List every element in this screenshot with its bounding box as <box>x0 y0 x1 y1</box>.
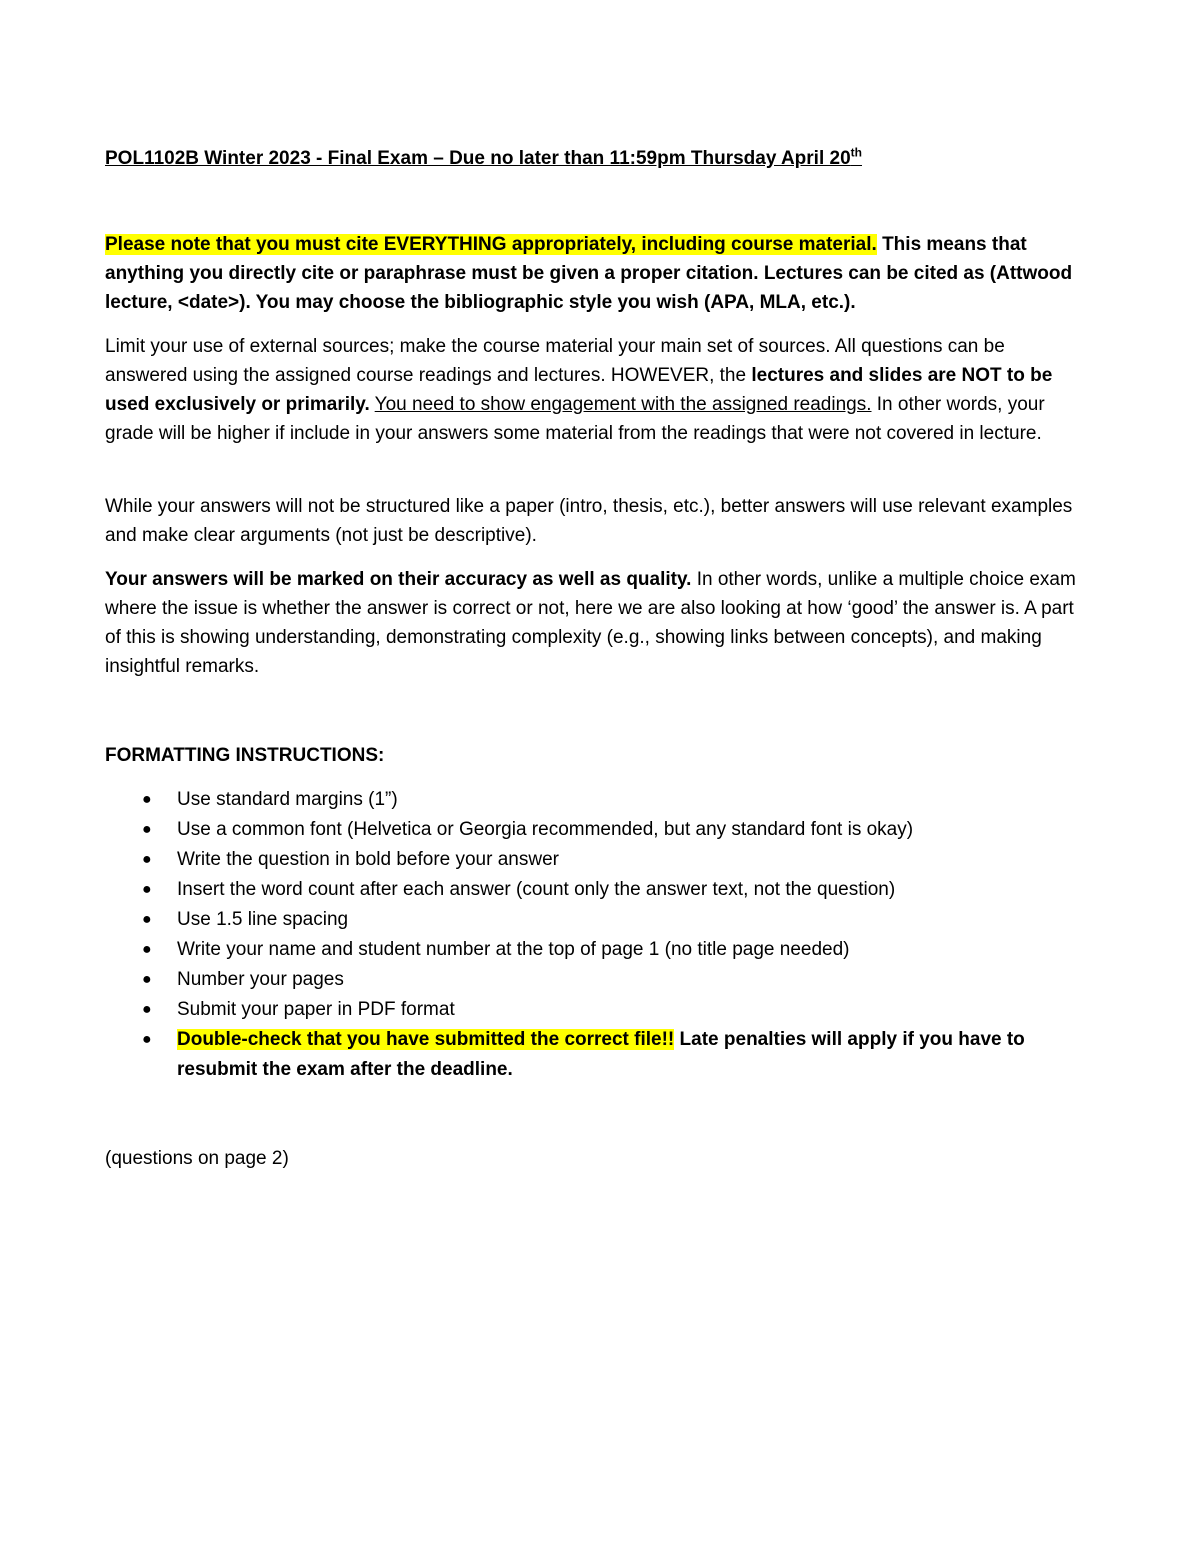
list-item-text: Insert the word count after each answer (count only the answer text, not the question) <box>177 879 896 900</box>
sources-paragraph-part1: Limit your use of external sources; make the course material your main set of sources. All questions can be answered using the assigned course readings and lectures. HOWEVER, the <box>105 336 1005 386</box>
list-item <box>105 875 1090 905</box>
questions-page-note: (questions on page 2) <box>105 1148 289 1169</box>
bullet-icon: ● <box>142 971 152 988</box>
list-item-text: Submit your paper in PDF format <box>177 999 455 1020</box>
citation-note <box>105 230 1090 317</box>
list-item <box>105 785 1090 815</box>
bullet-icon: ● <box>142 791 152 808</box>
sources-paragraph <box>105 332 1090 448</box>
bullet-icon: ● <box>142 821 152 838</box>
exam-title-text: POL1102B Winter 2023 - Final Exam – Due no later than 11:59pm Thursday April 20 <box>105 148 851 169</box>
list-item <box>105 965 1090 995</box>
marking-paragraph-bold: Your answers will be marked on their accuracy as well as quality. <box>105 569 692 590</box>
structure-paragraph: While your answers will not be structured like a paper (intro, thesis, etc.), better answers will use relevant examples and make clear arguments (not just be descriptive). <box>105 496 1073 546</box>
list-item-text: Use standard margins (1”) <box>177 789 398 810</box>
exam-title-superscript: th <box>850 145 862 160</box>
sources-paragraph-underlined: You need to show engagement with the assigned readings. <box>374 394 872 415</box>
list-item-text: Use 1.5 line spacing <box>177 909 349 930</box>
exam-title <box>105 144 862 173</box>
list-item-text: Use a common font (Helvetica or Georgia recommended, but any standard font is okay) <box>177 819 914 840</box>
list-item-final-warning <box>105 1025 1090 1085</box>
sources-paragraph-bold: lectures and slides are NOT to be used exclusively or primarily. <box>105 365 1053 415</box>
list-item-text: Number your pages <box>177 969 344 990</box>
list-item <box>105 935 1090 965</box>
formatting-list <box>105 785 1090 1085</box>
citation-note-rest: This means that anything you directly cite or paraphrase must be given a proper citation. Lectures can be cited as (Attwood lecture, <date>). You may choose the bibliographic style you wish (APA, MLA, etc.). <box>105 234 1073 313</box>
list-item-text: Write your name and student number at the top of page 1 (no title page needed) <box>177 939 850 960</box>
list-item <box>105 995 1090 1025</box>
list-item-text: Write the question in bold before your answer <box>177 849 559 870</box>
final-warning-rest: Late penalties will apply if you have to resubmit the exam after the deadline. <box>177 1029 1025 1080</box>
final-warning-highlight: Double-check that you have submitted the correct file!! <box>177 1029 675 1050</box>
bullet-icon: ● <box>142 881 152 898</box>
bullet-icon: ● <box>142 941 152 958</box>
bullet-icon: ● <box>142 911 152 928</box>
list-item <box>105 905 1090 935</box>
list-item <box>105 815 1090 845</box>
bullet-icon: ● <box>142 1031 152 1048</box>
citation-note-highlight: Please note that you must cite EVERYTHING appropriately, including course material. <box>105 234 877 255</box>
marking-paragraph <box>105 565 1090 681</box>
marking-paragraph-rest: In other words, unlike a multiple choice exam where the issue is whether the answer is correct or not, here we are also looking at how ‘good’ the answer is. A part of this is showing understanding, demonstrating complexity (e.g., showing links between concepts), and making insightful remarks. <box>105 569 1076 677</box>
list-item <box>105 845 1090 875</box>
formatting-heading: FORMATTING INSTRUCTIONS: <box>105 745 385 766</box>
sources-paragraph-part2: In other words, your grade will be higher if include in your answers some material from the readings that were not covered in lecture. <box>105 394 1045 444</box>
bullet-icon: ● <box>142 851 152 868</box>
bullet-icon: ● <box>142 1001 152 1018</box>
